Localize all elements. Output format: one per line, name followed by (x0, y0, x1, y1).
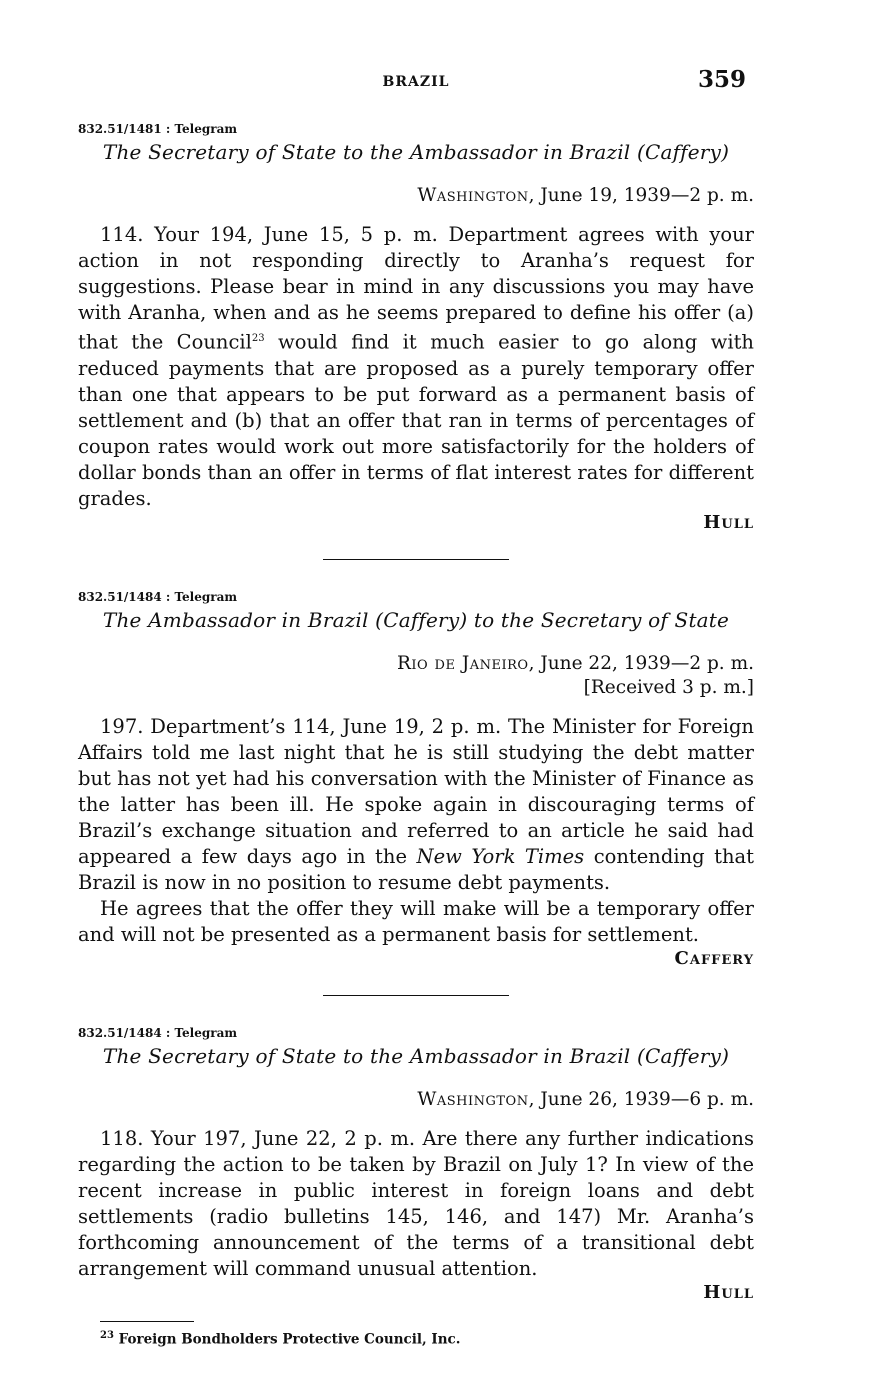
body-paragraph: 118. Your 197, June 22, 2 p. m. Are there any further indications regarding the action to be taken by Brazil on July 1? In view of the recent increase in public interest in foreign loans and debt settlements (radio bulletins 145, 146, and 147) Mr. Aranha’s forthcoming announcement of the terms of a transitional debt arrangement will command unusual attention. (78, 1126, 754, 1280)
file-reference: 832.51/1484 : Telegram (78, 589, 238, 604)
document-title: The Secretary of State to the Ambassador in Brazil (Caffery) (102, 1043, 730, 1068)
paragraph-text: would find it much easier to go along with reduced payments that are proposed as a purely temporary offer than one that appears to be put forward as a permanent basis of settlement and (b) that an offer that ran in terms of percentages of coupon rates would work out more satisfactorily for the holders of dollar bonds than an offer in terms of flat interest rates for different grades. (78, 330, 754, 510)
telegram-197 (78, 590, 754, 969)
received-note: [Received 3 p. m.] (583, 676, 754, 698)
body-paragraph: He agrees that the offer they will make will be a temporary offer and will not be presented as a permanent basis for settlement. (78, 896, 754, 946)
footnote (100, 1330, 754, 1348)
dateline-date: , June 22, 1939—2 p. m. (528, 652, 754, 674)
telegram-118 (78, 1026, 754, 1303)
paragraph-text: 197. Department’s 114, June 19, 2 p. m. The Minister for Foreign Affairs told me last night that he is still studying the debt matter but has not yet had his conversation with the Minister of Finance as the latter has been ill. He spoke again in discouraging terms of Brazil’s exchange situation and referred to an article he said had appeared a few days ago in the (78, 714, 754, 868)
running-head (78, 62, 754, 92)
section-divider (323, 995, 509, 996)
body-paragraph (78, 714, 754, 896)
section-divider (323, 559, 509, 560)
paragraph-text: 114. Your 194, June 15, 5 p. m. Department agrees with your action in not responding directly to Aranha’s request for suggestions. Please bear in mind in any discussions you may have with Aranha, when and as he seems prepared to define his offer (a) that the Council (78, 223, 754, 354)
dateline-date: , June 19, 1939—2 p. m. (528, 185, 754, 206)
footnote-mark: 23 (100, 1329, 114, 1341)
file-reference: 832.51/1484 : Telegram (78, 1025, 238, 1040)
dateline-place: Washington (417, 1088, 529, 1110)
document-title: The Ambassador in Brazil (Caffery) to the Secretary of State (102, 607, 730, 632)
footnote-divider (100, 1321, 194, 1322)
dateline-place: Washington (417, 185, 529, 206)
signature: Hull (703, 1281, 754, 1303)
document-title: The Secretary of State to the Ambassador in Brazil (Caffery) (102, 140, 730, 164)
telegram-114 (78, 122, 754, 533)
dateline (78, 652, 754, 700)
dateline (78, 184, 754, 208)
newspaper-title: New York Times (416, 844, 585, 868)
running-title: BRAZIL (382, 74, 450, 90)
footnote-reference[interactable]: 23 (251, 333, 265, 344)
signature: Caffery (674, 947, 754, 969)
dateline-place: Rio de Janeiro (396, 652, 529, 674)
document-page (78, 62, 754, 1347)
dateline (78, 1088, 754, 1112)
file-reference: 832.51/1481 : Telegram (78, 122, 238, 136)
dateline-date: , June 26, 1939—6 p. m. (528, 1088, 754, 1110)
paragraph-text: contending that Brazil is now in no position to resume debt payments. (78, 844, 754, 894)
body-paragraph (78, 222, 754, 512)
signature: Hull (703, 511, 754, 533)
page-number: 359 (697, 66, 746, 93)
footnote-text: Foreign Bondholders Protective Council, Inc. (113, 1331, 461, 1347)
